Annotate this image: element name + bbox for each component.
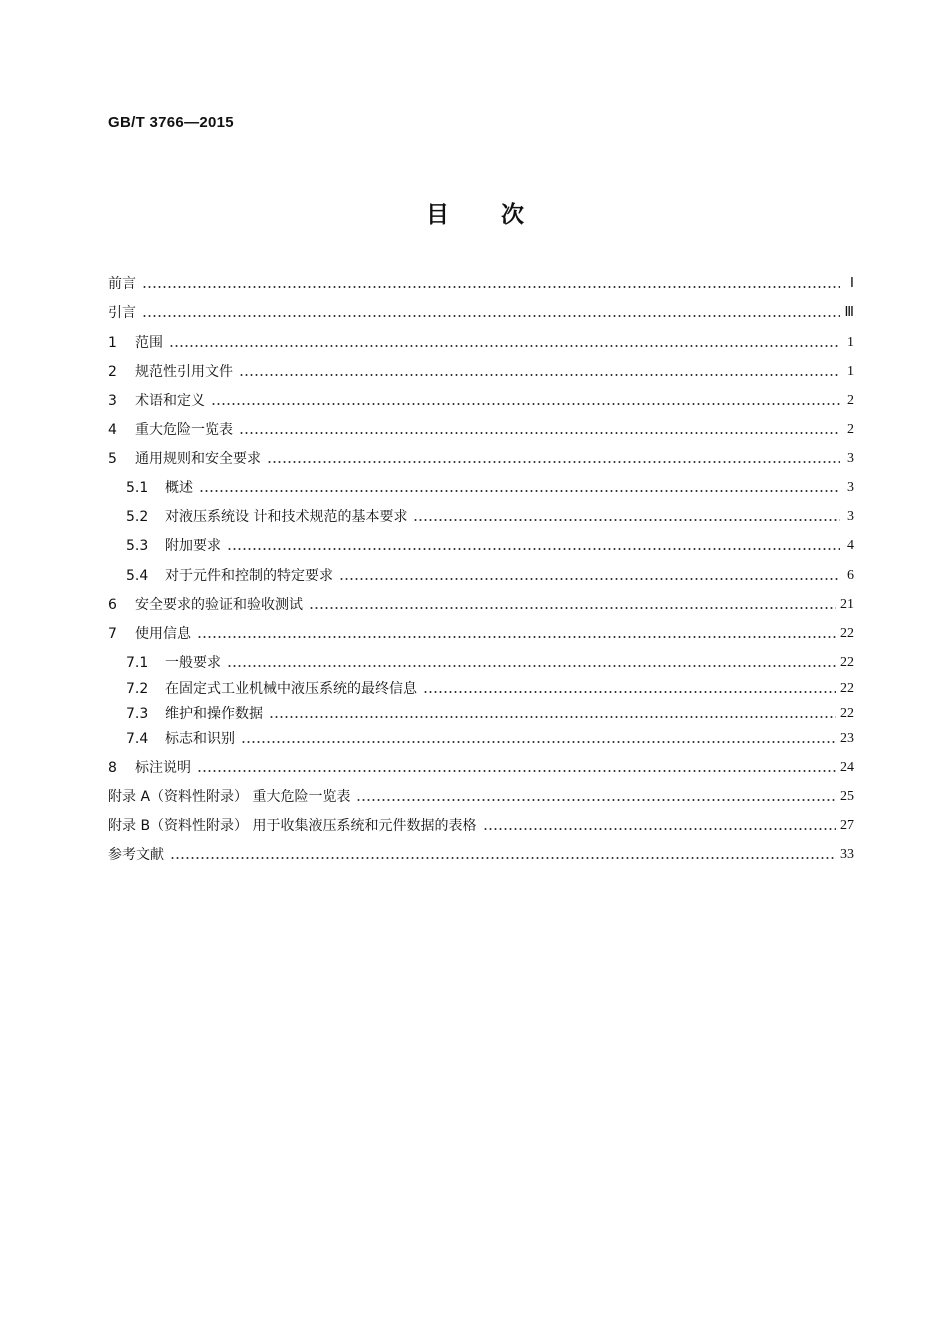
toc-entry-page: Ⅰ — [849, 276, 854, 291]
leader-dots — [227, 548, 840, 550]
toc-entry-number: 7.4 — [126, 731, 149, 747]
toc-subentry[interactable] — [126, 677, 854, 701]
toc-entry-page: 23 — [840, 731, 854, 746]
toc-entry-label: 标注说明 — [135, 760, 191, 776]
toc-entry-page: 21 — [840, 597, 854, 612]
toc-entry[interactable] — [108, 272, 854, 296]
toc-subentry[interactable] — [126, 505, 854, 529]
leader-dots — [142, 286, 840, 288]
toc-entry[interactable] — [108, 785, 854, 809]
toc-entry[interactable] — [108, 447, 854, 471]
toc-subentry[interactable] — [126, 651, 854, 675]
leader-dots — [309, 607, 836, 609]
toc-entry-page: 1 — [847, 335, 854, 350]
toc-entry[interactable] — [108, 814, 854, 838]
toc-entry-label: 引言 — [108, 305, 136, 321]
toc-entry-number: 5.4 — [126, 568, 149, 584]
leader-dots — [227, 665, 836, 667]
leader-dots — [267, 461, 840, 463]
toc-entry-number: 5 — [108, 451, 117, 467]
toc-entry-number: 7.2 — [126, 681, 149, 697]
toc-subentry[interactable] — [126, 727, 854, 751]
toc-entry-number: 2 — [108, 364, 117, 380]
toc-entry-page: 3 — [847, 480, 854, 495]
toc-entry-label: 参考文献 — [108, 847, 164, 863]
toc-entry-page: 3 — [847, 509, 854, 524]
toc-entry-page: 3 — [847, 451, 854, 466]
leader-dots — [239, 432, 840, 434]
toc-entry[interactable] — [108, 389, 854, 413]
toc-entry-label: 术语和定义 — [135, 393, 205, 409]
toc-entry-label: 对液压系统设 计和技术规范的基本要求 — [165, 509, 408, 525]
leader-dots — [413, 519, 840, 521]
leader-dots — [423, 691, 836, 693]
toc-entry[interactable] — [108, 756, 854, 780]
toc-entry-label: 附录 A（资料性附录） 重大危险一览表 — [108, 789, 351, 805]
page-title: 目次 — [426, 202, 576, 228]
toc-entry-page: 6 — [847, 568, 854, 583]
toc-entry-label: 概述 — [165, 480, 193, 496]
leader-dots — [199, 490, 840, 492]
leader-dots — [356, 799, 836, 801]
toc-entry-number: 5.1 — [126, 480, 149, 496]
toc-entry-label: 维护和操作数据 — [165, 706, 263, 722]
toc-entry-label: 标志和识别 — [165, 731, 235, 747]
toc-subentry[interactable] — [126, 534, 854, 558]
toc-entry-label: 在固定式工业机械中液压系统的最终信息 — [165, 681, 417, 697]
leader-dots — [170, 857, 836, 859]
toc-entry[interactable] — [108, 360, 854, 384]
leader-dots — [241, 741, 836, 743]
leader-dots — [339, 578, 840, 580]
toc-entry-label: 一般要求 — [165, 655, 221, 671]
toc-entry-page: 22 — [840, 706, 854, 721]
toc-entry-label: 范围 — [135, 335, 163, 351]
toc-entry-page: 24 — [840, 760, 854, 775]
toc-entry[interactable] — [108, 418, 854, 442]
toc-entry-number: 8 — [108, 760, 117, 776]
toc-entry-page: 22 — [840, 681, 854, 696]
toc-entry[interactable] — [108, 622, 854, 646]
leader-dots — [211, 403, 840, 405]
leader-dots — [142, 315, 840, 317]
toc-entry-label: 对于元件和控制的特定要求 — [165, 568, 333, 584]
toc-subentry[interactable] — [126, 564, 854, 588]
toc-entry-page: 22 — [840, 626, 854, 641]
leader-dots — [169, 345, 840, 347]
toc-entry-number: 7.1 — [126, 655, 149, 671]
toc-entry-page: 27 — [840, 818, 854, 833]
toc-entry-page: 22 — [840, 655, 854, 670]
toc-subentry[interactable] — [126, 476, 854, 500]
toc-entry[interactable] — [108, 593, 854, 617]
toc-entry[interactable] — [108, 301, 854, 325]
toc-entry-label: 附录 B（资料性附录） 用于收集液压系统和元件数据的表格 — [108, 818, 477, 834]
toc-entry-page: 1 — [847, 364, 854, 379]
toc-entry-label: 重大危险一览表 — [135, 422, 233, 438]
toc-entry-page: Ⅲ — [844, 305, 854, 320]
toc-entry[interactable] — [108, 843, 854, 867]
toc-entry-page: 4 — [847, 538, 854, 553]
toc-entry-page: 33 — [840, 847, 854, 862]
toc-subentry[interactable] — [126, 702, 854, 726]
toc-entry-label: 通用规则和安全要求 — [135, 451, 261, 467]
toc-entry-number: 4 — [108, 422, 117, 438]
toc-entry-number: 3 — [108, 393, 117, 409]
leader-dots — [269, 716, 836, 718]
toc-entry[interactable] — [108, 331, 854, 355]
toc-entry-page: 2 — [847, 393, 854, 408]
toc-entry-label: 使用信息 — [135, 626, 191, 642]
toc-entry-label: 前言 — [108, 276, 136, 292]
leader-dots — [239, 374, 840, 376]
toc-entry-number: 7.3 — [126, 706, 149, 722]
toc-entry-page: 25 — [840, 789, 854, 804]
toc-entry-label: 规范性引用文件 — [135, 364, 233, 380]
leader-dots — [197, 770, 836, 772]
toc-entry-number: 6 — [108, 597, 117, 613]
toc-entry-number: 7 — [108, 626, 117, 642]
toc-entry-number: 5.3 — [126, 538, 149, 554]
document-code: GB/T 3766—2015 — [108, 114, 234, 131]
toc-entry-label: 安全要求的验证和验收测试 — [135, 597, 303, 613]
toc-entry-page: 2 — [847, 422, 854, 437]
toc-entry-label: 附加要求 — [165, 538, 221, 554]
toc-entry-number: 5.2 — [126, 509, 149, 525]
leader-dots — [483, 828, 836, 830]
toc-entry-number: 1 — [108, 335, 117, 351]
leader-dots — [197, 636, 836, 638]
